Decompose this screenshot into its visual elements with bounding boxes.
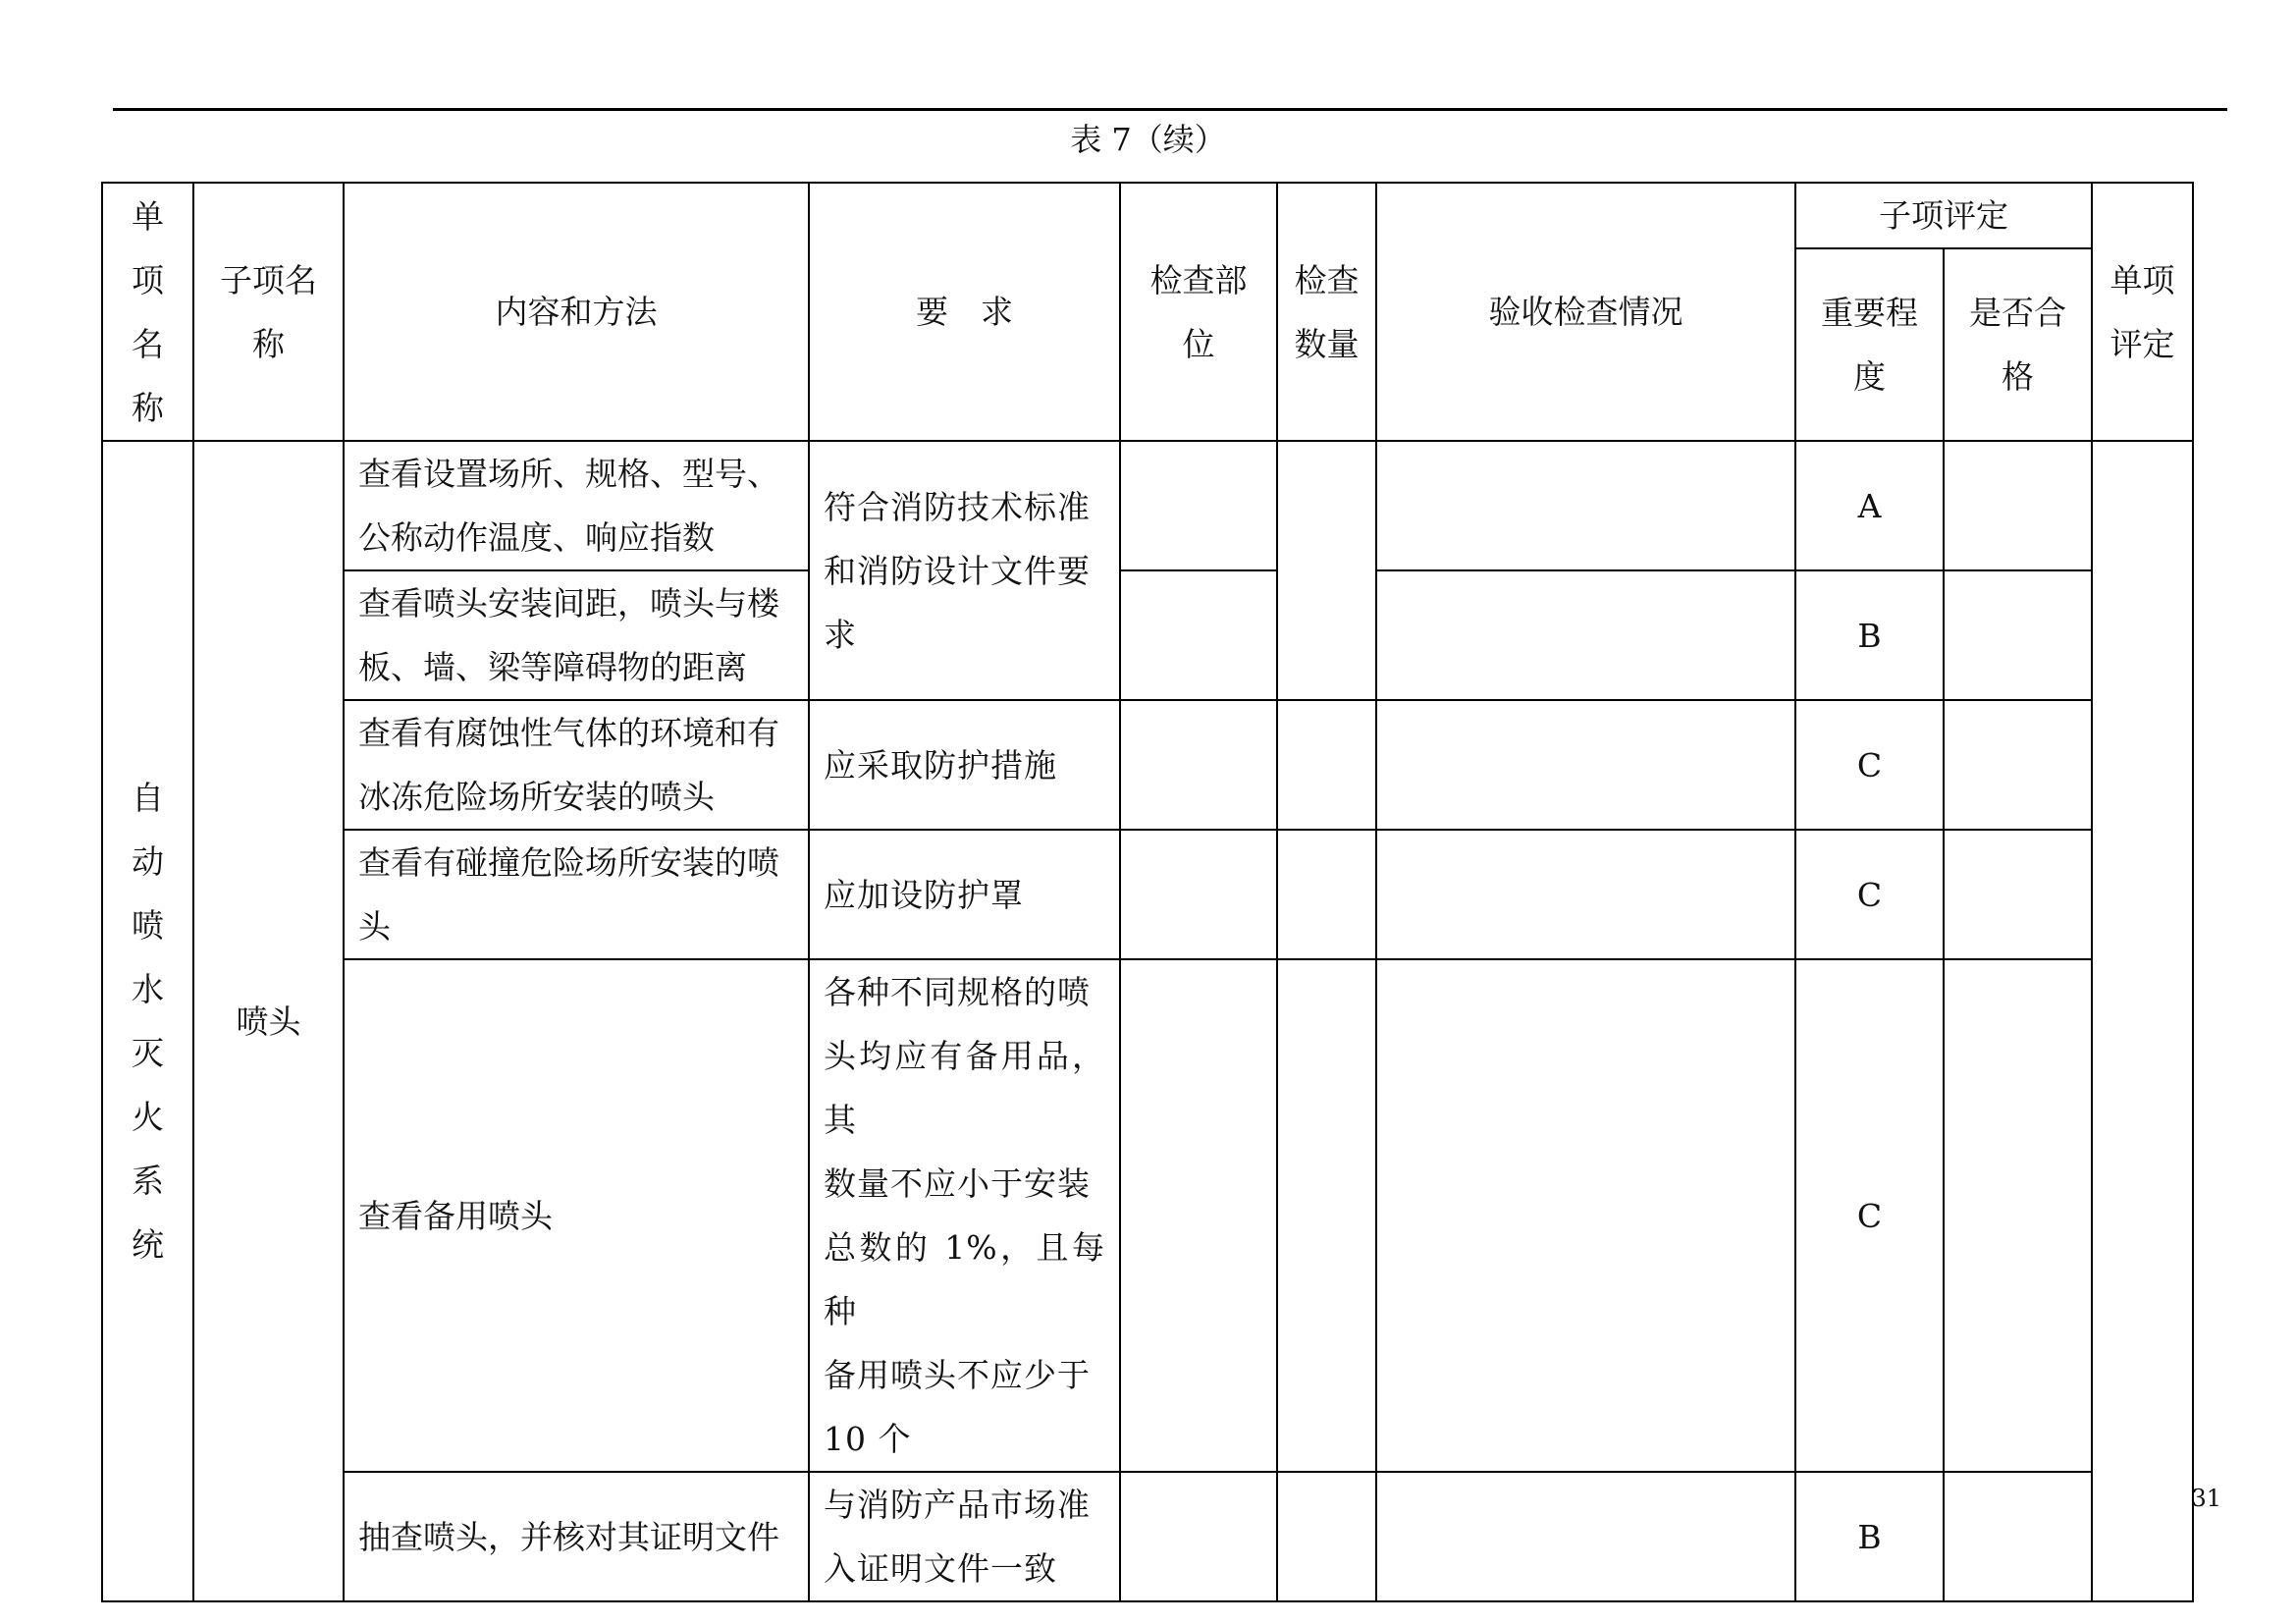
content-cell: 查看设置场所、规格、型号、 公称动作温度、响应指数	[344, 441, 809, 570]
header-importance: 重要程 度	[1795, 248, 1944, 441]
importance-cell: C	[1795, 830, 1944, 959]
pass-cell	[1944, 700, 2092, 830]
page-number: 31	[2191, 1485, 2221, 1512]
location-cell	[1120, 830, 1277, 959]
table-row	[102, 959, 2193, 1472]
header-unit-evaluation: 单项 评定	[2092, 183, 2193, 441]
pass-cell	[1944, 959, 2092, 1472]
header-inspection-status: 验收检查情况	[1376, 183, 1795, 441]
header-content-method: 内容和方法	[344, 183, 809, 441]
sub-item-cell: 喷头	[193, 441, 344, 1601]
table-row	[102, 1472, 2193, 1601]
quantity-cell	[1277, 1472, 1376, 1601]
requirement-cell: 各种不同规格的喷 头均应有备用品，其 数量不应小于安装 总数的 1%，且每种 备用喷头不应少于 10 个	[809, 959, 1120, 1472]
content-cell: 查看有腐蚀性气体的环境和有 冰冻危险场所安装的喷头	[344, 700, 809, 830]
pass-cell	[1944, 1472, 2092, 1601]
header-quantity: 检查 数量	[1277, 183, 1376, 441]
table-row	[102, 441, 2193, 570]
header-unit-name: 单 项 名 称	[102, 183, 193, 441]
content-cell: 抽查喷头，并核对其证明文件	[344, 1472, 809, 1601]
quantity-cell	[1277, 441, 1376, 700]
location-cell	[1120, 570, 1277, 700]
header-location: 检查部 位	[1120, 183, 1277, 441]
pass-cell	[1944, 830, 2092, 959]
quantity-cell	[1277, 959, 1376, 1472]
system-name-cell: 自 动 喷 水 灭 火 系 统	[102, 441, 193, 1601]
location-cell	[1120, 441, 1277, 570]
header-sub-evaluation: 子项评定	[1795, 183, 2092, 248]
status-cell	[1376, 570, 1795, 700]
requirement-cell: 应采取防护措施	[809, 700, 1120, 830]
importance-cell: C	[1795, 959, 1944, 1472]
importance-cell: A	[1795, 441, 1944, 570]
status-cell	[1376, 1472, 1795, 1601]
importance-cell: B	[1795, 570, 1944, 700]
content-cell: 查看有碰撞危险场所安装的喷 头	[344, 830, 809, 959]
location-cell	[1120, 959, 1277, 1472]
quantity-cell	[1277, 830, 1376, 959]
unit-evaluation-cell	[2092, 441, 2193, 1601]
table-row	[102, 570, 2193, 700]
requirement-cell: 应加设防护罩	[809, 830, 1120, 959]
table-row	[102, 700, 2193, 830]
pass-cell	[1944, 441, 2092, 570]
pass-cell	[1944, 570, 2092, 700]
status-cell	[1376, 700, 1795, 830]
top-rule	[113, 108, 2227, 111]
table-row	[102, 830, 2193, 959]
header-sub-name: 子项名 称	[193, 183, 344, 441]
importance-cell: C	[1795, 700, 1944, 830]
header-requirement: 要 求	[809, 183, 1120, 441]
quantity-cell	[1277, 700, 1376, 830]
status-cell	[1376, 959, 1795, 1472]
requirement-cell: 符合消防技术标准 和消防设计文件要 求	[809, 441, 1120, 700]
header-pass: 是否合 格	[1944, 248, 2092, 441]
importance-cell: B	[1795, 1472, 1944, 1601]
status-cell	[1376, 441, 1795, 570]
table-caption: 表 7（续）	[1070, 121, 1226, 158]
location-cell	[1120, 700, 1277, 830]
content-cell: 查看喷头安装间距，喷头与楼 板、墙、梁等障碍物的距离	[344, 570, 809, 700]
inspection-table	[101, 182, 2194, 1602]
requirement-cell: 与消防产品市场准 入证明文件一致	[809, 1472, 1120, 1601]
content-cell: 查看备用喷头	[344, 959, 809, 1472]
location-cell	[1120, 1472, 1277, 1601]
status-cell	[1376, 830, 1795, 959]
